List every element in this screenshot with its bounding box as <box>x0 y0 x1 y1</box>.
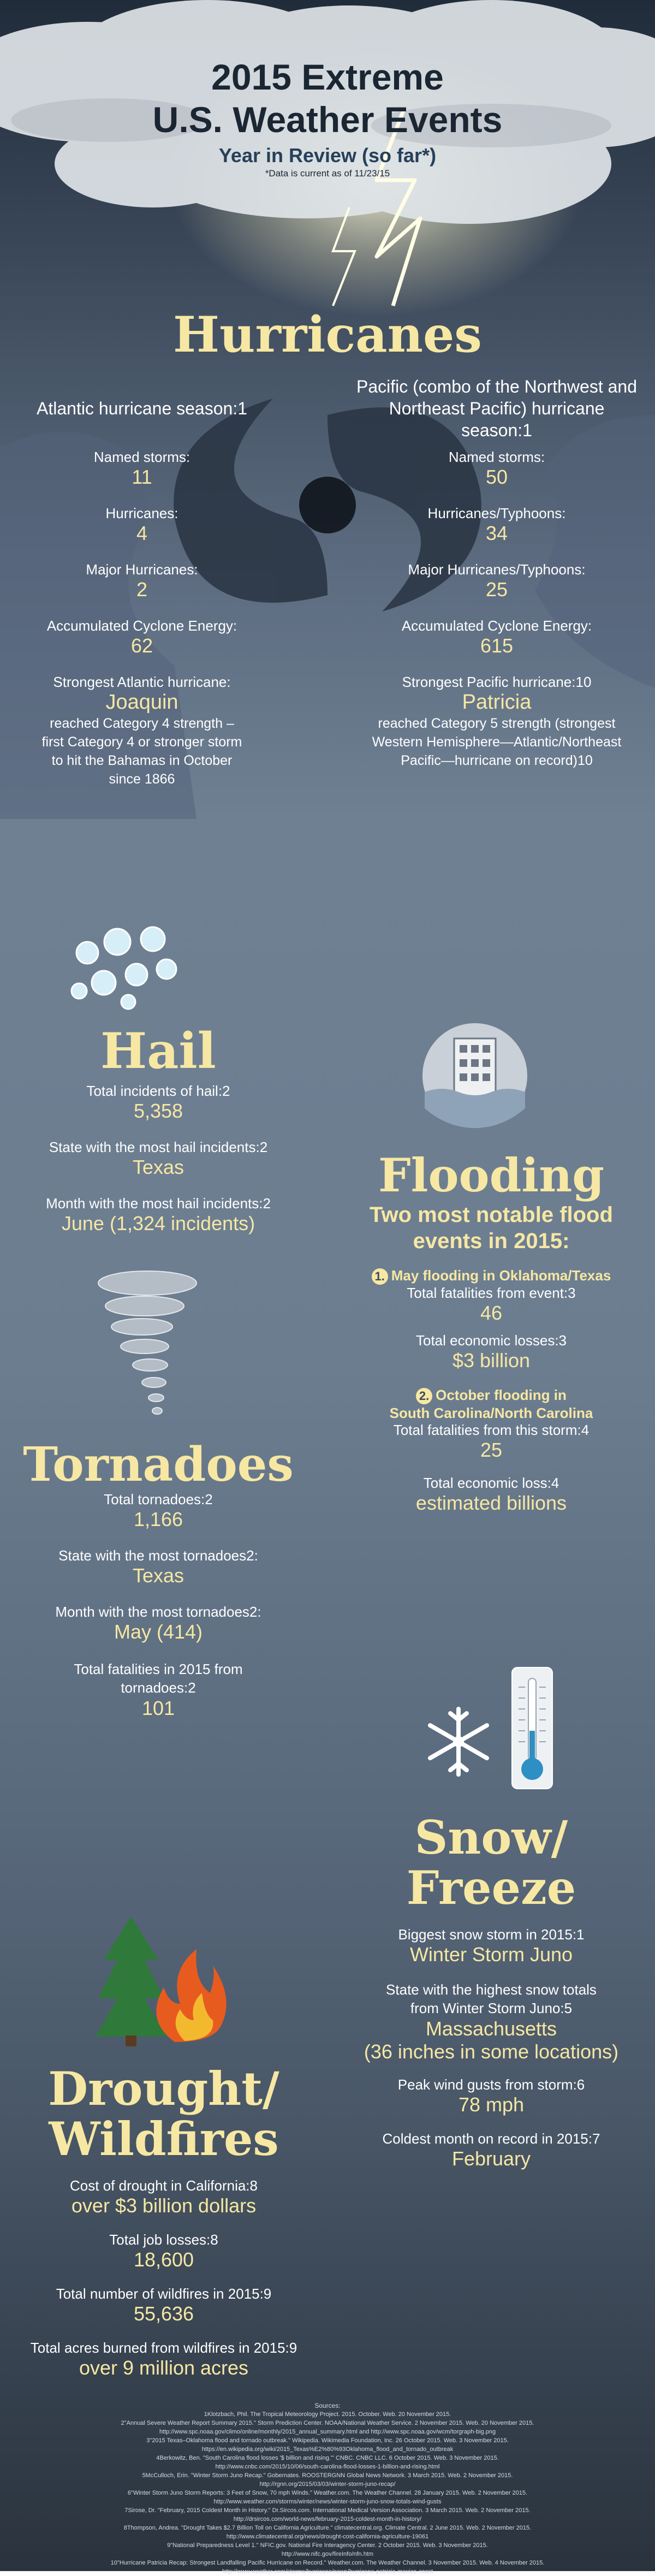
snow-cold-label: Coldest month on record in 2015:7 <box>382 2130 600 2147</box>
drought-acres: over 9 million acres <box>79 2357 249 2379</box>
snow-cold: February <box>451 2147 531 2170</box>
flood-event-2-fatal-label: Total fatalities from this storm:4 <box>393 1422 590 1439</box>
drought-acres-label: Total acres burned from wildfires in 2015:9 <box>30 2340 297 2356</box>
tornadoes-heading: Tornadoes <box>23 1437 294 1492</box>
source-line: 2"Annual Severe Weather Report Summary 2015." Storm Prediction Center. NOAA/National Weather Service. 2 November 2015. Web. 20 November 2015. <box>121 2420 534 2426</box>
source-line: 9"National Preparedness Level 1." NFIC.gov. National Fire Interagency Center. 2 October 2015. Web. 3 November 2015. <box>167 2542 488 2549</box>
pacific-title: Pacific (combo of the Northwest and Northeast Pacific) hurricane season:1 <box>356 377 637 440</box>
atlantic-strongest-label: Strongest Atlantic hurricane: <box>53 674 231 690</box>
sources-section <box>55 2401 600 2576</box>
snow-state-label: State with the highest snow totals from Winter Storm Juno:5 <box>386 1981 597 2016</box>
source-line: 6"Winter Storm Juno Storm Reports: 3 Feet of Snow, 70 mph Winds." Weather.com. The Weather Channel. 28 January 2015. Web. 2 November 2015. <box>127 2490 528 2496</box>
flood-event-2-fatal: 25 <box>480 1439 503 1462</box>
source-line: 8Thompson, Andrea. "Drought Takes $2.7 Billion Toll on California Agriculture." climatecentral.org. Climate Central. 2 June 2015. Web. 2 November 2015. <box>123 2525 532 2531</box>
drought-cost: over $3 billion dollars <box>71 2194 257 2217</box>
drought-jobs-label: Total job losses:8 <box>109 2231 218 2248</box>
source-line: 10"Hurricane Patricia Recap: Strongest Landfalling Pacific Hurricane on Record." Weather.com. The Weather Channel. 3 November 2015. Web. 4 November 2015. <box>110 2560 545 2566</box>
pacific-strongest-name: Patricia <box>462 691 532 714</box>
source-line: 1Klotzbach, Phil. The Tropical Meteorology Project. 2015. October. Web. 20 November 2015. <box>204 2411 451 2418</box>
tornadoes-total: 1,166 <box>133 1508 183 1530</box>
pacific-ace-label: Accumulated Cyclone Energy: <box>401 618 592 634</box>
atlantic-stats <box>27 376 257 788</box>
pacific-stats <box>355 376 639 770</box>
flood-event-2-number: 2. <box>416 1388 432 1404</box>
tornadoes-fatal-label: Total fatalities in 2015 from tornadoes:2 <box>74 1661 243 1696</box>
flooded-building-icon <box>420 1021 529 1130</box>
page-title-line2: U.S. Weather Events <box>152 99 503 140</box>
tornadoes-fatal: 101 <box>141 1697 175 1719</box>
source-line: http://www.weather.com/storms/hurricane/news/hurricane-patricia-mexico-coast <box>222 2568 433 2575</box>
tornadoes-section <box>11 1439 306 1720</box>
snow-state: Massachusetts <box>425 2017 557 2040</box>
page-subtitle: Year in Review (so far*) <box>218 144 437 167</box>
tornadoes-total-label: Total tornadoes:2 <box>104 1491 213 1507</box>
atlantic-hurricanes: 4 <box>136 522 148 544</box>
page-title-line1: 2015 Extreme <box>211 57 444 97</box>
flood-event-1-title: 1. May flooding in Oklahoma/Texas <box>344 1267 639 1285</box>
flood-event-1-number: 1. <box>372 1268 388 1285</box>
drought-section <box>0 2064 327 2379</box>
source-line: http://www.cnbc.com/2015/10/06/south-carolina-flood-losses-1-billion-and-rising.html <box>215 2464 440 2470</box>
hail-state-label: State with the most hail incidents:2 <box>49 1139 268 1155</box>
source-line: 3"2015 Texas–Oklahoma flood and tornado outbreak." Wikipedia. Wikimedia Foundation, Inc. 26 October 2015. Web. 3 November 2015. <box>146 2437 509 2444</box>
source-line: http://www.weather.com/storms/winter/news/winter-storm-juno-snow-totals-wind-gusts <box>213 2498 442 2505</box>
source-line: 4Berkowitz, Ben. "South Carolina flood losses '$ billion and rising.'" CNBC. CNBC LLC. 6 October 2015. Web. 3 November 2015. <box>156 2455 499 2461</box>
source-line: 5McCulloch, Erin. "Winter Storm Juno Recap." Gobernates. ROOSTERGNN Global News Network. 3 March 2015. Web. 2 November 2015. <box>142 2472 513 2479</box>
source-line: http://www.nifc.gov/fireInfo/nfn.htm <box>281 2551 374 2557</box>
pacific-hurricanes: 34 <box>485 522 508 544</box>
drought-fires-label: Total number of wildfires in 2015:9 <box>56 2286 272 2302</box>
drought-heading-line2: Wildfires <box>49 2112 279 2166</box>
tornadoes-state-label: State with the most tornadoes2: <box>58 1547 258 1564</box>
tornadoes-month: May (414) <box>114 1621 203 1643</box>
hail-section <box>22 1024 295 1235</box>
tree-and-fire-icon <box>93 1911 229 2047</box>
snow-section <box>344 1813 639 2170</box>
atlantic-named-storms-label: Named storms: <box>93 449 190 465</box>
hail-month-label: Month with the most hail incidents:2 <box>46 1195 271 1212</box>
snow-wind: 78 mph <box>458 2093 525 2116</box>
source-line: http://drsircos.com/world-news/february-2015-coldest-month-in-history/ <box>233 2516 422 2522</box>
hail-state: Texas <box>132 1156 184 1178</box>
pacific-named-storms: 50 <box>485 466 508 488</box>
hail-total: 5,358 <box>133 1100 183 1122</box>
snowflake-icon <box>420 1704 497 1780</box>
pacific-ace: 615 <box>480 634 514 657</box>
atlantic-title: Atlantic hurricane season:1 <box>37 399 247 418</box>
atlantic-ace-label: Accumulated Cyclone Energy: <box>46 618 237 634</box>
hail-icon <box>66 923 186 1010</box>
snow-storm: Winter Storm Juno <box>409 1943 573 1966</box>
hail-heading: Hail <box>100 1022 216 1080</box>
pacific-named-storms-label: Named storms: <box>448 449 545 465</box>
snow-heading-line1: Snow/ <box>414 1811 568 1865</box>
drought-heading-line1: Drought/ <box>48 2062 279 2116</box>
tornado-icon <box>93 1267 202 1431</box>
drought-fires: 55,636 <box>133 2302 194 2325</box>
pacific-major-label: Major Hurricanes/Typhoons: <box>408 561 586 578</box>
flood-event-2-loss-label: Total economic loss:4 <box>423 1475 559 1492</box>
source-line: http://www.climatecentral.org/news/drought-cost-california-agriculture-19061 <box>226 2533 429 2540</box>
flood-event-1-loss-label: Total economic losses:3 <box>415 1332 567 1349</box>
sources-list <box>55 2410 600 2576</box>
tornadoes-state: Texas <box>132 1564 184 1587</box>
pacific-hurricanes-label: Hurricanes/Typhoons: <box>427 505 566 521</box>
flood-event-1-fatal: 46 <box>480 1302 503 1325</box>
flooding-subheading: Two most notable flood events in 2015: <box>370 1203 613 1253</box>
sources-heading: Sources: <box>314 2402 341 2409</box>
flooding-section <box>344 1149 639 1515</box>
snow-heading-line2: Freeze <box>406 1861 576 1915</box>
hail-month: June (1,324 incidents) <box>61 1212 255 1234</box>
hurricanes-heading: Hurricanes <box>173 306 482 364</box>
atlantic-major-label: Major Hurricanes: <box>86 561 198 578</box>
flood-event-1-fatal-label: Total fatalities from event:3 <box>407 1285 576 1302</box>
hail-total-label: Total incidents of hail:2 <box>86 1083 230 1099</box>
flood-event-1-loss: $3 billion <box>452 1349 531 1372</box>
thermometer-icon <box>508 1665 557 1791</box>
source-line: 7Sirose, Dr. "February, 2015 Coldest Month in History." Dr.Sircos.com. International Medical Version Association. 3 March 2015. Web. 2 November 2015. <box>124 2507 531 2514</box>
atlantic-strongest-desc: reached Category 4 strength – first Category 4 or stronger storm to hit the Bahamas in October since 1866 <box>41 716 242 787</box>
title-block <box>0 56 655 179</box>
flood-event-2-loss: estimated billions <box>415 1492 567 1515</box>
flood-event-2-title: 2. October flooding in South Carolina/North Carolina <box>389 1387 593 1422</box>
atlantic-hurricanes-label: Hurricanes: <box>105 505 178 521</box>
drought-cost-label: Cost of drought in California:8 <box>70 2177 258 2194</box>
pacific-strongest-label: Strongest Pacific hurricane:10 <box>402 674 592 690</box>
drought-jobs: 18,600 <box>133 2248 194 2271</box>
data-note: *Data is current as of 11/23/15 <box>265 168 390 179</box>
atlantic-major: 2 <box>136 578 148 601</box>
snow-storm-label: Biggest snow storm in 2015:1 <box>398 1926 585 1943</box>
flooding-heading: Flooding <box>378 1148 605 1202</box>
pacific-major: 25 <box>485 578 508 601</box>
tornadoes-month-label: Month with the most tornadoes2: <box>55 1604 261 1620</box>
source-line: http://www.spc.noaa.gov/climo/online/monthly/2015_annual_summary.html and http://www.spc.noaa.gov/wcm/torgraph-big.png <box>159 2429 496 2435</box>
snow-state-note: (36 inches in some locations) <box>364 2040 619 2063</box>
atlantic-strongest-name: Joaquin <box>105 691 178 714</box>
snow-wind-label: Peak wind gusts from storm:6 <box>397 2076 585 2093</box>
atlantic-ace: 62 <box>130 634 153 657</box>
source-line: http://rgnn.org/2015/03/03/winter-storm-juno-recap/ <box>259 2481 396 2488</box>
pacific-strongest-desc: reached Category 5 strength (strongest Western Hemisphere—Atlantic/Northeast Pacific—hurricane on record)10 <box>372 716 622 768</box>
source-line: https://en.wikipedia.org/wiki/2015_Texas%E2%80%93Oklahoma_flood_and_tornado_outbreak <box>201 2446 454 2453</box>
atlantic-named-storms: 11 <box>132 466 152 488</box>
